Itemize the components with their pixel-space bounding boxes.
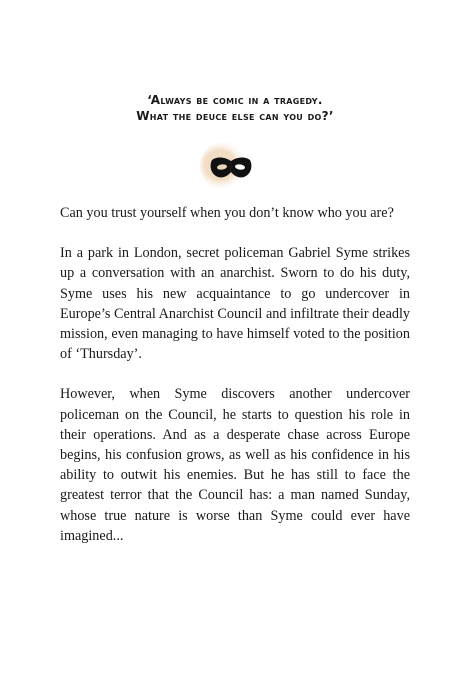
epigraph-quote <box>0 92 470 124</box>
blurb-paragraph-1: Can you trust yourself when you don’t know who you are? <box>60 205 394 221</box>
epigraph-line-1: ‘Always be comic in a tragedy. <box>147 93 323 107</box>
blurb-paragraph-3: However, when Syme discovers another undercover policeman on the Council, he starts to question his role in their operations. And as a desperate chase across Europe begins, his confusion grows, as well as his confidence in his ability to outwit his enemies. But he has still to face the greatest terror that the Council has: a man named Sunday, whose true nature is worse than Syme could ever have imagined... <box>60 386 410 544</box>
black-mask-icon <box>200 142 262 192</box>
epigraph-line-2: What the deuce else can you do?’ <box>136 109 334 123</box>
blurb-text <box>60 203 410 566</box>
blurb-paragraph-2: In a park in London, secret policeman Gabriel Syme strikes up a conversation with an anarchist. Sworn to do his duty, Syme uses his new acquaintance to go undercover in Europe’s Central Anarchist Council and infiltrate their deadly mission, even managing to have himself voted to the position of ‘Thursday’. <box>60 245 410 363</box>
